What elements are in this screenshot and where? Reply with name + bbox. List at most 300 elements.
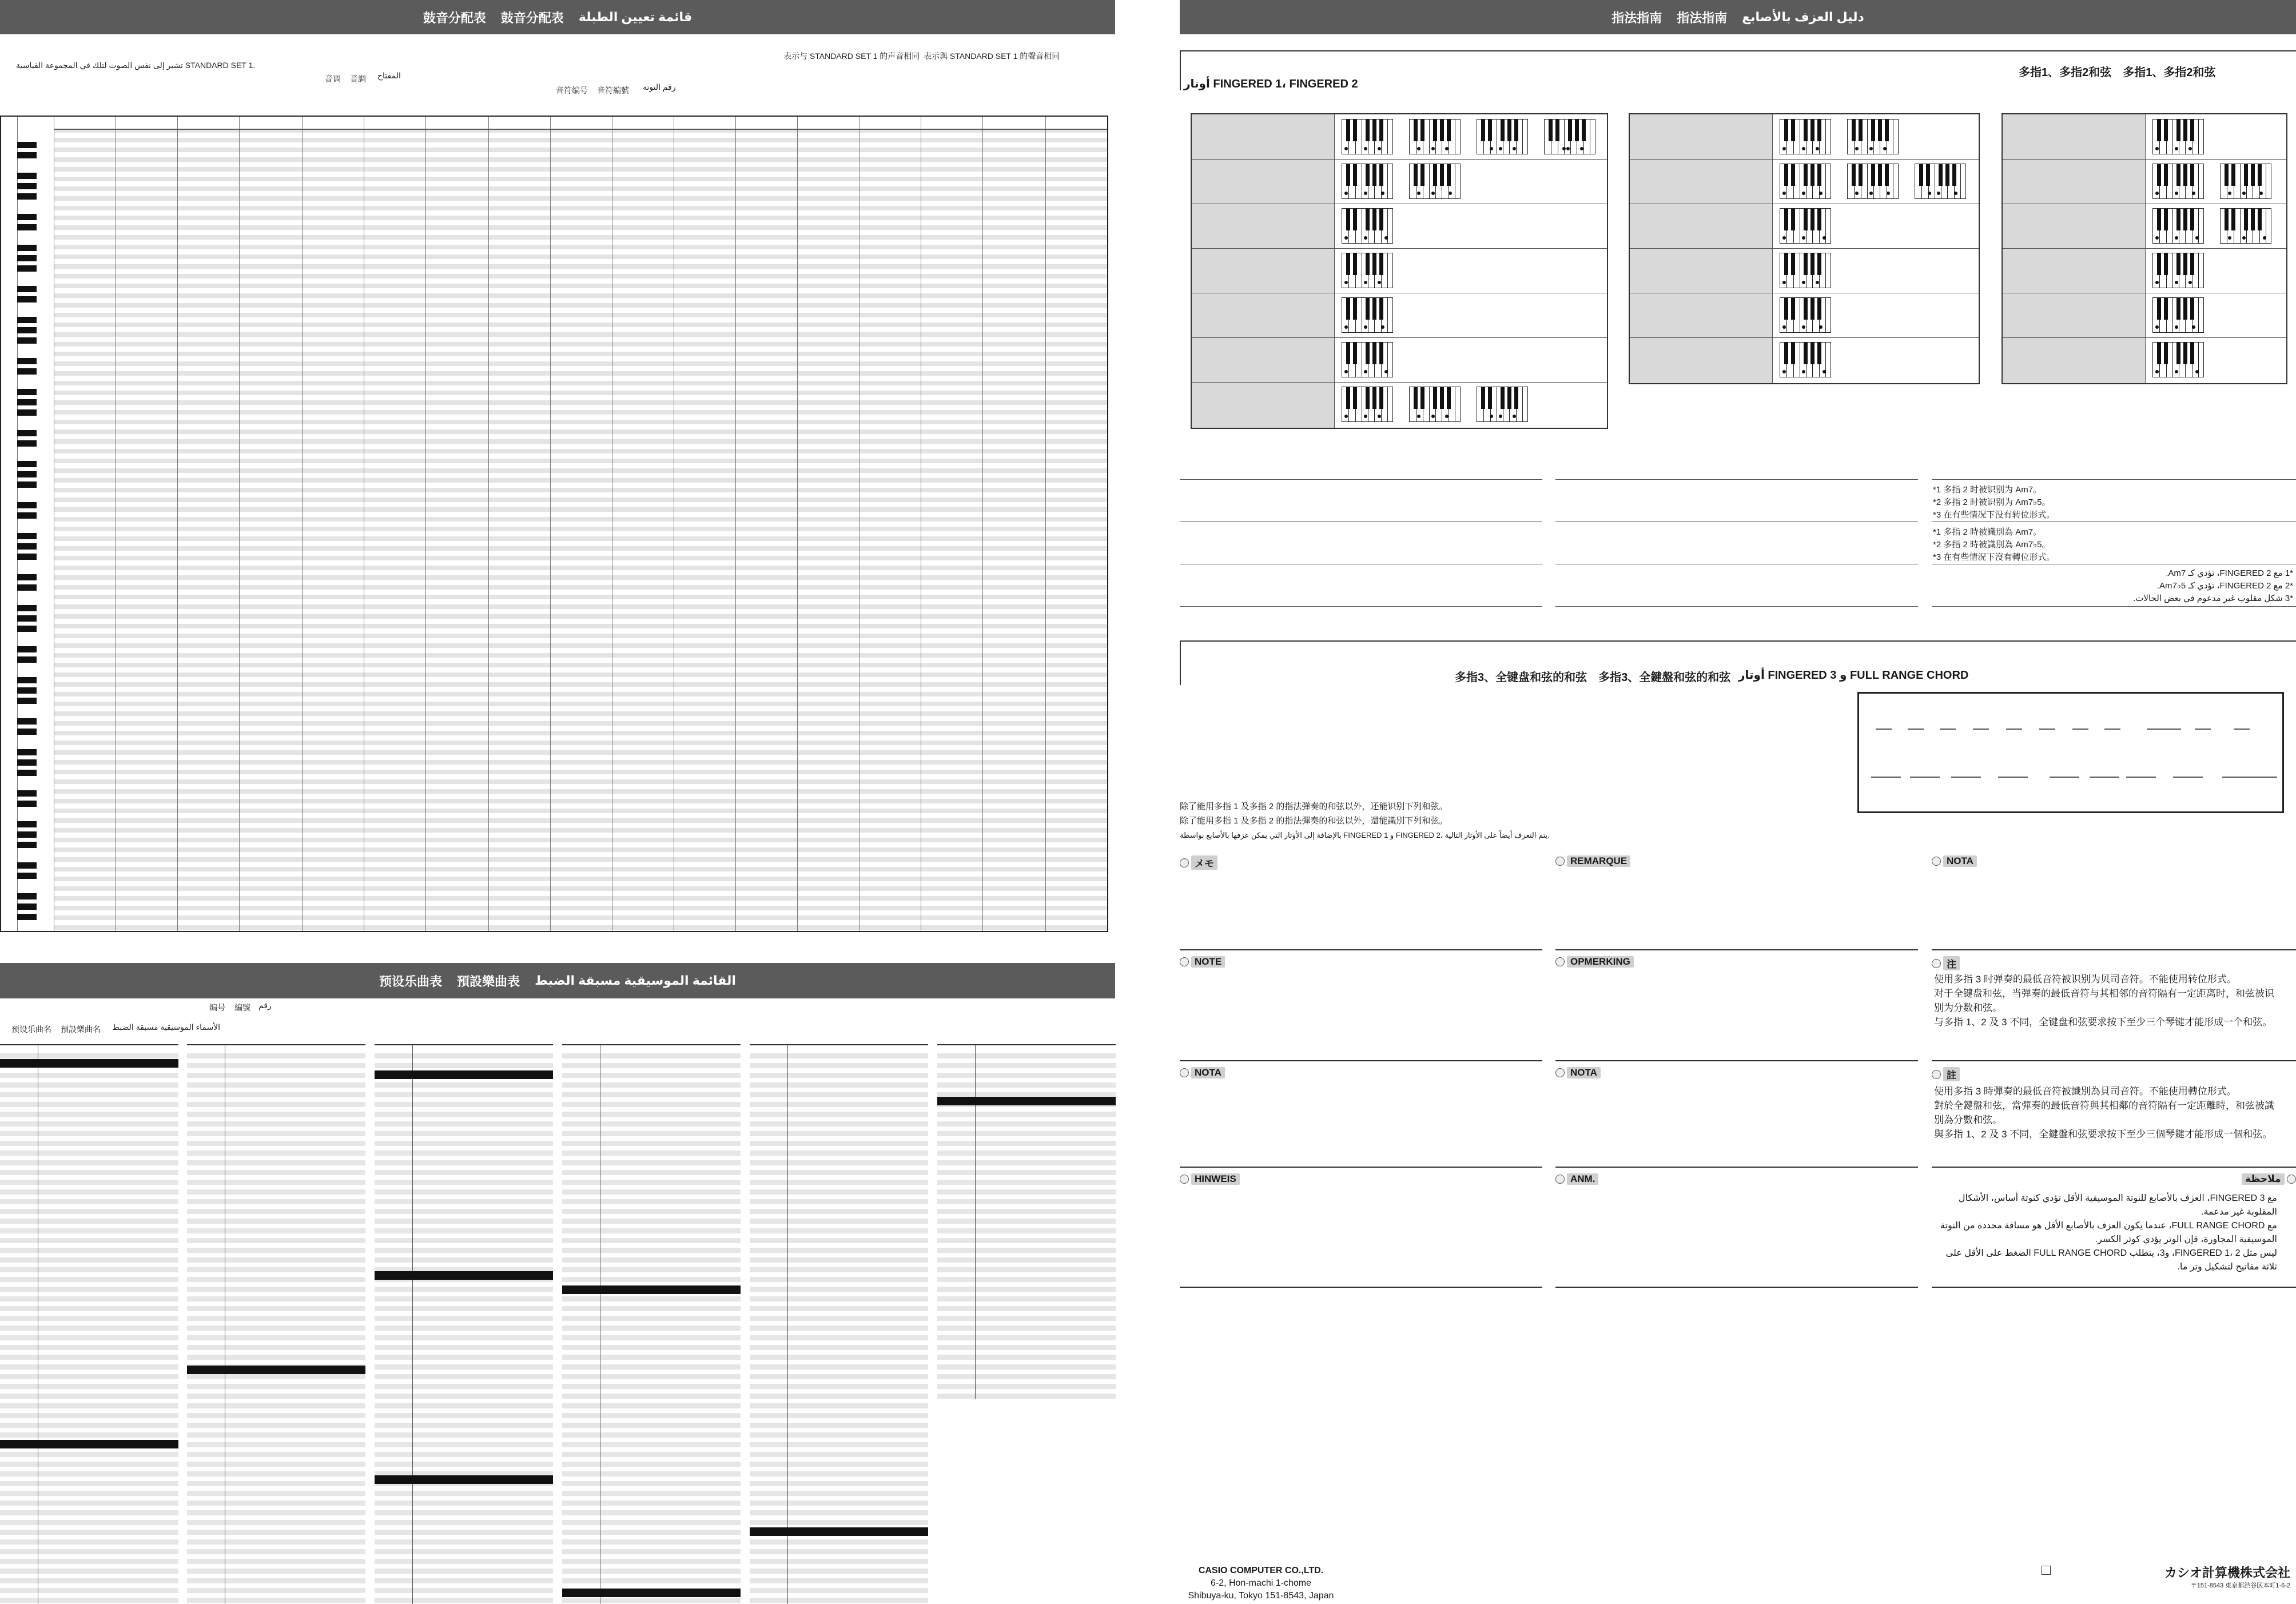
- song-row-stripe: [562, 1326, 741, 1331]
- song-row-stripe: [750, 1374, 928, 1379]
- song-row-stripe: [375, 1209, 553, 1214]
- song-row-stripe: [937, 1063, 1116, 1068]
- song-row-stripe: [562, 1121, 741, 1127]
- song-row-stripe: [375, 1500, 553, 1506]
- black-key: [1817, 164, 1821, 186]
- song-row-stripe: [0, 1374, 178, 1379]
- finger-dot: [1802, 192, 1805, 195]
- black-key: [1507, 120, 1511, 141]
- memo-rule: [1180, 949, 1542, 950]
- song-row-stripe: [0, 1355, 178, 1360]
- black-key: [1420, 164, 1424, 186]
- black-key: [2244, 164, 2248, 186]
- finger-dot: [2228, 236, 2231, 240]
- black-key: [1878, 120, 1882, 141]
- song-row-stripe: [750, 1569, 928, 1574]
- song-row-stripe: [750, 1257, 928, 1263]
- finger-dot: [1566, 147, 1570, 150]
- finger-dot: [1823, 236, 1826, 240]
- song-row-stripe: [750, 1053, 928, 1058]
- song-row-stripe: [562, 1598, 741, 1603]
- black-key: [2190, 164, 2194, 186]
- drum-row-stripe: [54, 847, 1107, 852]
- finger-dot: [1364, 236, 1367, 240]
- song-row-stripe: [937, 1170, 1116, 1175]
- song-row-stripe: [187, 1413, 365, 1418]
- song-row-stripe: [750, 1287, 928, 1292]
- finger-dot: [1819, 192, 1823, 195]
- drum-black-key: [17, 245, 37, 251]
- black-key: [2258, 164, 2262, 186]
- finger-dot: [1417, 415, 1420, 418]
- memo-label: NOTA: [1567, 1067, 1601, 1078]
- black-key: [1488, 387, 1492, 409]
- footer-square-icon: [2042, 1566, 2051, 1575]
- drum-row-stripe: [54, 809, 1107, 813]
- song-row-stripe: [0, 1306, 178, 1311]
- white-key-divider: [2172, 343, 2173, 377]
- black-key: [1353, 120, 1357, 141]
- song-row-stripe: [562, 1053, 741, 1058]
- black-key: [1346, 298, 1350, 320]
- song-row-stripe: [562, 1277, 741, 1282]
- footer-jp-addr: 〒151-8543 東京都渋谷区本町1-6-2: [2190, 1582, 2290, 1589]
- drum-row-stripe: [54, 138, 1107, 142]
- song-row-stripe: [375, 1569, 553, 1574]
- finger-dot: [1499, 415, 1502, 418]
- song-row-stripe: [562, 1471, 741, 1476]
- finger-dot: [1378, 415, 1381, 418]
- song-row-stripe: [562, 1510, 741, 1515]
- song-row-stripe: [0, 1296, 178, 1301]
- drum-black-key: [17, 605, 37, 611]
- keyboard-diagram: [2220, 208, 2271, 244]
- memo-heading: [1180, 855, 1217, 870]
- song-row-stripe: [187, 1394, 365, 1399]
- keyboard-diagram: [1342, 342, 1393, 377]
- song-row-stripe: [750, 1510, 928, 1515]
- black-key: [1372, 164, 1376, 186]
- song-row-stripe: [375, 1189, 553, 1195]
- drum-black-key: [17, 770, 37, 776]
- black-key: [1852, 120, 1856, 141]
- drum-black-key: [17, 914, 37, 920]
- black-key: [1372, 253, 1376, 275]
- song-row-stripe: [750, 1481, 928, 1486]
- song-row-stripe: [375, 1384, 553, 1389]
- chord-table-3: [2001, 113, 2287, 384]
- drum-row-stripe: [54, 877, 1107, 881]
- song-row-stripe: [0, 1160, 178, 1165]
- song-row-stripe: [187, 1452, 365, 1457]
- song-column: [187, 1044, 365, 1604]
- white-key-divider: [2198, 120, 2199, 154]
- song-row-stripe: [375, 1296, 553, 1301]
- white-key-divider: [1867, 120, 1868, 154]
- memo-ar-bullets: [1934, 1192, 2277, 1274]
- memo-rule: [1932, 949, 2296, 950]
- song-row-stripe: [0, 1287, 178, 1292]
- drum-black-key: [17, 183, 37, 189]
- song-row-stripe: [187, 1442, 365, 1447]
- keyboard-diagram: [1342, 164, 1393, 199]
- footer-en-addr2: Shibuya-ku, Tokyo 151-8543, Japan: [1188, 1591, 1334, 1601]
- finger-dot: [1819, 325, 1823, 329]
- finger-dot: [1344, 281, 1348, 284]
- black-key: [1420, 387, 1424, 409]
- finger-dot: [2155, 236, 2159, 240]
- song-column: [375, 1044, 553, 1604]
- song-row-stripe: [750, 1549, 928, 1554]
- black-key: [1346, 164, 1350, 186]
- song-row-stripe: [187, 1316, 365, 1321]
- memo-label: ملاحظة: [2242, 1173, 2285, 1185]
- chord-row-line: [2003, 337, 2286, 338]
- footnote-rule: [1932, 606, 2296, 607]
- song-row-stripe: [750, 1092, 928, 1097]
- keyboard-diagram: [1409, 119, 1461, 154]
- black-key: [2157, 120, 2161, 141]
- drum-row-stripe: [54, 857, 1107, 862]
- finger-dot: [1869, 192, 1873, 195]
- song-row-stripe: [562, 1180, 741, 1185]
- drum-row-stripe: [54, 293, 1107, 298]
- black-key: [1859, 120, 1863, 141]
- song-row-stripe: [375, 1053, 553, 1058]
- songs-name-tw: 預設樂曲名: [61, 1025, 101, 1034]
- keyboard-diagram: [1544, 119, 1595, 154]
- drum-row-stripe: [54, 702, 1107, 706]
- black-key: [1379, 343, 1383, 364]
- song-row-stripe: [937, 1326, 1116, 1331]
- drum-row-stripe: [54, 566, 1107, 570]
- chord-example-dash: [2173, 777, 2203, 778]
- song-row-stripe: [375, 1170, 553, 1175]
- black-key: [1810, 209, 1814, 230]
- drum-black-key: [17, 296, 37, 303]
- song-row-stripe: [375, 1520, 553, 1525]
- black-key: [1810, 253, 1814, 275]
- song-row-stripe: [375, 1578, 553, 1583]
- song-row-stripe: [187, 1277, 365, 1282]
- finger-dot: [1802, 236, 1805, 240]
- black-key: [2190, 343, 2194, 364]
- black-key: [1379, 120, 1383, 141]
- drum-std-note-ar: تشير إلى نفس الصوت لتلك في المجموعة القياسية STANDARD SET 1.: [16, 61, 256, 70]
- song-row-stripe: [0, 1335, 178, 1340]
- drum-black-key: [17, 317, 37, 323]
- white-key-divider: [1825, 164, 1826, 198]
- song-row-stripe: [0, 1189, 178, 1195]
- drum-row-stripe: [54, 342, 1107, 347]
- black-key: [1810, 164, 1814, 186]
- drum-black-key: [17, 904, 37, 910]
- white-key-divider: [1825, 253, 1826, 288]
- fingering-banner-tw: 指法指南: [1677, 10, 1728, 25]
- chord-example-dash: [2104, 729, 2120, 730]
- drum-column-line: [239, 117, 240, 931]
- drum-black-key: [17, 698, 37, 704]
- song-row-stripe: [375, 1092, 553, 1097]
- drum-row-stripe: [54, 381, 1107, 385]
- song-row-stripe: [937, 1277, 1116, 1282]
- black-key: [2190, 209, 2194, 230]
- finger-dot: [1887, 192, 1890, 195]
- song-row-stripe: [0, 1209, 178, 1214]
- song-row-stripe: [0, 1569, 178, 1574]
- song-row-stripe: [375, 1549, 553, 1554]
- black-key: [1568, 120, 1572, 141]
- black-key: [1353, 164, 1357, 186]
- finger-dot: [1580, 147, 1583, 150]
- drum-column-line: [982, 117, 983, 931]
- song-row-stripe: [750, 1326, 928, 1331]
- drum-black-key: [17, 749, 37, 755]
- song-row-stripe: [562, 1219, 741, 1224]
- song-row-stripe: [937, 1160, 1116, 1165]
- drum-header-line: [54, 129, 1107, 130]
- black-key: [1501, 120, 1505, 141]
- memo-label: NOTA: [1943, 855, 1977, 867]
- black-key: [2157, 253, 2161, 275]
- song-row-stripe: [0, 1248, 178, 1253]
- footnotes-cn: [1933, 484, 2055, 522]
- songs-banner-cn: 预设乐曲表: [379, 974, 443, 989]
- black-key: [1353, 253, 1357, 275]
- song-row-stripe: [375, 1306, 553, 1311]
- footnote-tw-2: *2 多指 2 時被識別為 Am7♭5。: [1933, 540, 2051, 550]
- song-row-stripe: [937, 1073, 1116, 1078]
- intro-ar: بالإضافة إلى الأوتار التي يمكن عزفها بالأصابع بواسطة FINGERED 1 و FINGERED 2، يتم التعرف أيضاً على الأوتار التالية.: [1180, 831, 1550, 839]
- memo-label: NOTE: [1191, 956, 1225, 968]
- drum-row-stripe: [54, 896, 1107, 901]
- footnote-rule: [1932, 479, 2296, 480]
- black-key: [1372, 343, 1376, 364]
- finger-dot: [1782, 370, 1786, 373]
- black-key: [1372, 298, 1376, 320]
- drum-key-tw: 音調: [350, 74, 366, 83]
- memo-zh-tw-bullets: [1934, 1084, 2277, 1141]
- black-key: [2164, 298, 2168, 320]
- song-row-stripe: [562, 1257, 741, 1263]
- black-key: [1353, 343, 1357, 364]
- black-key: [2176, 120, 2180, 141]
- black-key: [1804, 343, 1808, 364]
- song-row-stripe: [375, 1112, 553, 1117]
- song-row-stripe: [0, 1491, 178, 1496]
- black-key: [1353, 387, 1357, 409]
- song-row-stripe: [937, 1219, 1116, 1224]
- drum-row-stripe: [54, 634, 1107, 638]
- section2-title-cn: 多指3、全键盘和弦的和弦 多指3、全鍵盤和弦的和弦: [1455, 671, 1731, 684]
- black-key: [1414, 120, 1418, 141]
- song-row-stripe: [750, 1413, 928, 1418]
- song-row-stripe: [562, 1238, 741, 1243]
- song-row-stripe: [562, 1355, 741, 1360]
- drum-black-key: [17, 821, 37, 827]
- black-key: [1945, 164, 1949, 186]
- finger-dot: [1816, 147, 1819, 150]
- song-row-stripe: [0, 1345, 178, 1350]
- black-key: [1582, 120, 1586, 141]
- black-key: [1488, 120, 1492, 141]
- black-key: [2164, 253, 2168, 275]
- song-row-stripe: [0, 1403, 178, 1408]
- black-key: [1414, 387, 1418, 409]
- finger-dot: [1378, 147, 1381, 150]
- song-row-stripe: [562, 1413, 741, 1418]
- songs-no-cn: 编号: [209, 1003, 225, 1012]
- black-key: [1481, 387, 1485, 409]
- drum-column-line: [797, 117, 798, 931]
- black-key: [1810, 120, 1814, 141]
- finger-dot: [2155, 147, 2159, 150]
- song-row-stripe: [0, 1588, 178, 1593]
- song-row-stripe: [375, 1180, 553, 1185]
- song-row-stripe: [0, 1413, 178, 1418]
- chord-example-dash: [2050, 777, 2079, 778]
- drum-black-key: [17, 842, 37, 848]
- black-key: [2164, 343, 2168, 364]
- finger-dot: [1490, 415, 1493, 418]
- black-key: [1791, 164, 1795, 186]
- song-row-stripe: [562, 1170, 741, 1175]
- finger-dot: [1490, 147, 1493, 150]
- drum-black-key: [17, 368, 37, 375]
- zh-cn-bullet-2: 对于全键盘和弦，当弹奏的最低音符与其相邻的音符隔有一定距离时，和弦被识别为分数和弦。: [1934, 988, 2274, 1013]
- drum-row-stripe: [54, 177, 1107, 181]
- black-key: [1433, 164, 1437, 186]
- memo-icon: [1555, 1175, 1565, 1184]
- finger-dot: [1364, 147, 1367, 150]
- finger-dot: [1816, 281, 1819, 284]
- drum-row-stripe: [54, 478, 1107, 483]
- white-key-divider: [1387, 387, 1388, 421]
- drum-row-stripe: [54, 721, 1107, 726]
- drum-black-key: [17, 471, 37, 477]
- drum-row-stripe: [54, 371, 1107, 376]
- song-row-stripe: [187, 1306, 365, 1311]
- finger-dot: [1431, 415, 1435, 418]
- drum-row-stripe: [54, 254, 1107, 259]
- ar-bullet-3: ليس مثل FINGERED 1، 2، و3، يتطلب FULL RANGE CHORD الضغط على الأقل على ثلاثة مفاتيح لتشكيل وتر ما.: [1945, 1248, 2277, 1272]
- song-row-stripe: [750, 1189, 928, 1195]
- black-key: [2225, 164, 2229, 186]
- finger-dot: [1782, 236, 1786, 240]
- drum-row-stripe: [54, 468, 1107, 473]
- black-key: [1481, 120, 1485, 141]
- drum-black-key: [17, 533, 37, 539]
- keyboard-diagram: [2152, 253, 2204, 288]
- finger-dot: [2195, 236, 2199, 240]
- keyboard-diagram: [2152, 297, 2204, 333]
- drum-grid: [0, 116, 1108, 932]
- chord-example-dash: [2234, 729, 2250, 730]
- intro-cn: 除了能用多指 1 及多指 2 的指法弹奏的和弦以外，还能识别下列和弦。: [1180, 802, 1448, 811]
- drum-std-note-cn: 表示与 STANDARD SET 1 的声音相同: [783, 51, 920, 61]
- song-row-stripe: [562, 1423, 741, 1428]
- footnote-tw-1: *1 多指 2 時被識別為 Am7。: [1933, 527, 2042, 537]
- black-key: [2244, 209, 2248, 230]
- drum-row-stripe: [54, 235, 1107, 240]
- song-row-stripe: [187, 1228, 365, 1233]
- song-row-stripe: [750, 1219, 928, 1224]
- song-row-stripe: [187, 1248, 365, 1253]
- footnote-tw-3: *3 在有些情況下沒有轉位形式。: [1933, 552, 2055, 562]
- song-row-stripe: [0, 1053, 178, 1058]
- black-key: [1952, 164, 1956, 186]
- song-number-divider: [412, 1045, 413, 1604]
- black-key: [2251, 209, 2255, 230]
- finger-dot: [1802, 370, 1805, 373]
- drum-black-key: [17, 801, 37, 807]
- song-row-stripe: [750, 1199, 928, 1204]
- song-row-stripe: [750, 1160, 928, 1165]
- song-row-stripe: [0, 1471, 178, 1476]
- white-key-divider: [2172, 298, 2173, 332]
- song-row-stripe: [375, 1462, 553, 1467]
- song-row-stripe: [750, 1082, 928, 1088]
- zh-cn-bullet-3: 与多指 1、2 及 3 不同，全键盘和弦要求按下至少三个琴键才能形成一个和弦。: [1934, 1017, 2273, 1028]
- finger-dot: [1513, 415, 1516, 418]
- finger-dot: [2175, 192, 2178, 195]
- drum-row-stripe: [54, 332, 1107, 337]
- song-row-stripe: [187, 1432, 365, 1438]
- song-row-stripe: [187, 1189, 365, 1195]
- black-key: [1379, 253, 1383, 275]
- drum-black-key: [17, 286, 37, 292]
- drum-row-stripe: [54, 167, 1107, 172]
- finger-dot: [1802, 325, 1805, 329]
- keyboard-diagram: [1342, 119, 1393, 154]
- song-row-stripe: [562, 1082, 741, 1088]
- drum-black-key: [17, 554, 37, 560]
- song-row-stripe: [0, 1364, 178, 1370]
- song-row-stripe: [187, 1569, 365, 1574]
- black-key: [1346, 253, 1350, 275]
- drum-black-key: [17, 224, 37, 230]
- black-key: [1784, 120, 1788, 141]
- black-key: [1878, 164, 1882, 186]
- finger-dot: [1782, 147, 1786, 150]
- song-category-bar: [375, 1271, 553, 1280]
- black-key: [1791, 298, 1795, 320]
- black-key: [1447, 164, 1451, 186]
- drum-row-stripe: [54, 838, 1107, 842]
- finger-dot: [1823, 370, 1826, 373]
- song-row-stripe: [375, 1559, 553, 1564]
- drum-row-stripe: [54, 789, 1107, 794]
- drum-row-stripe: [54, 517, 1107, 522]
- drum-key-cn: 音调: [325, 74, 341, 83]
- footer-jp: [2162, 1567, 2290, 1592]
- song-row-stripe: [187, 1423, 365, 1428]
- finger-dot: [1344, 325, 1348, 329]
- drum-banner: [0, 0, 1115, 34]
- black-key: [1939, 164, 1943, 186]
- keyboard-diagram: [2152, 164, 2204, 199]
- song-row-stripe: [375, 1423, 553, 1428]
- footnote-rule: [1180, 606, 1542, 607]
- section2-frame: [1180, 640, 2296, 685]
- song-row-stripe: [562, 1374, 741, 1379]
- black-key: [2157, 164, 2161, 186]
- song-row-stripe: [562, 1549, 741, 1554]
- drum-black-key: [17, 584, 37, 591]
- song-row-stripe: [937, 1267, 1116, 1272]
- song-row-stripe: [187, 1160, 365, 1165]
- drum-black-key: [17, 265, 37, 272]
